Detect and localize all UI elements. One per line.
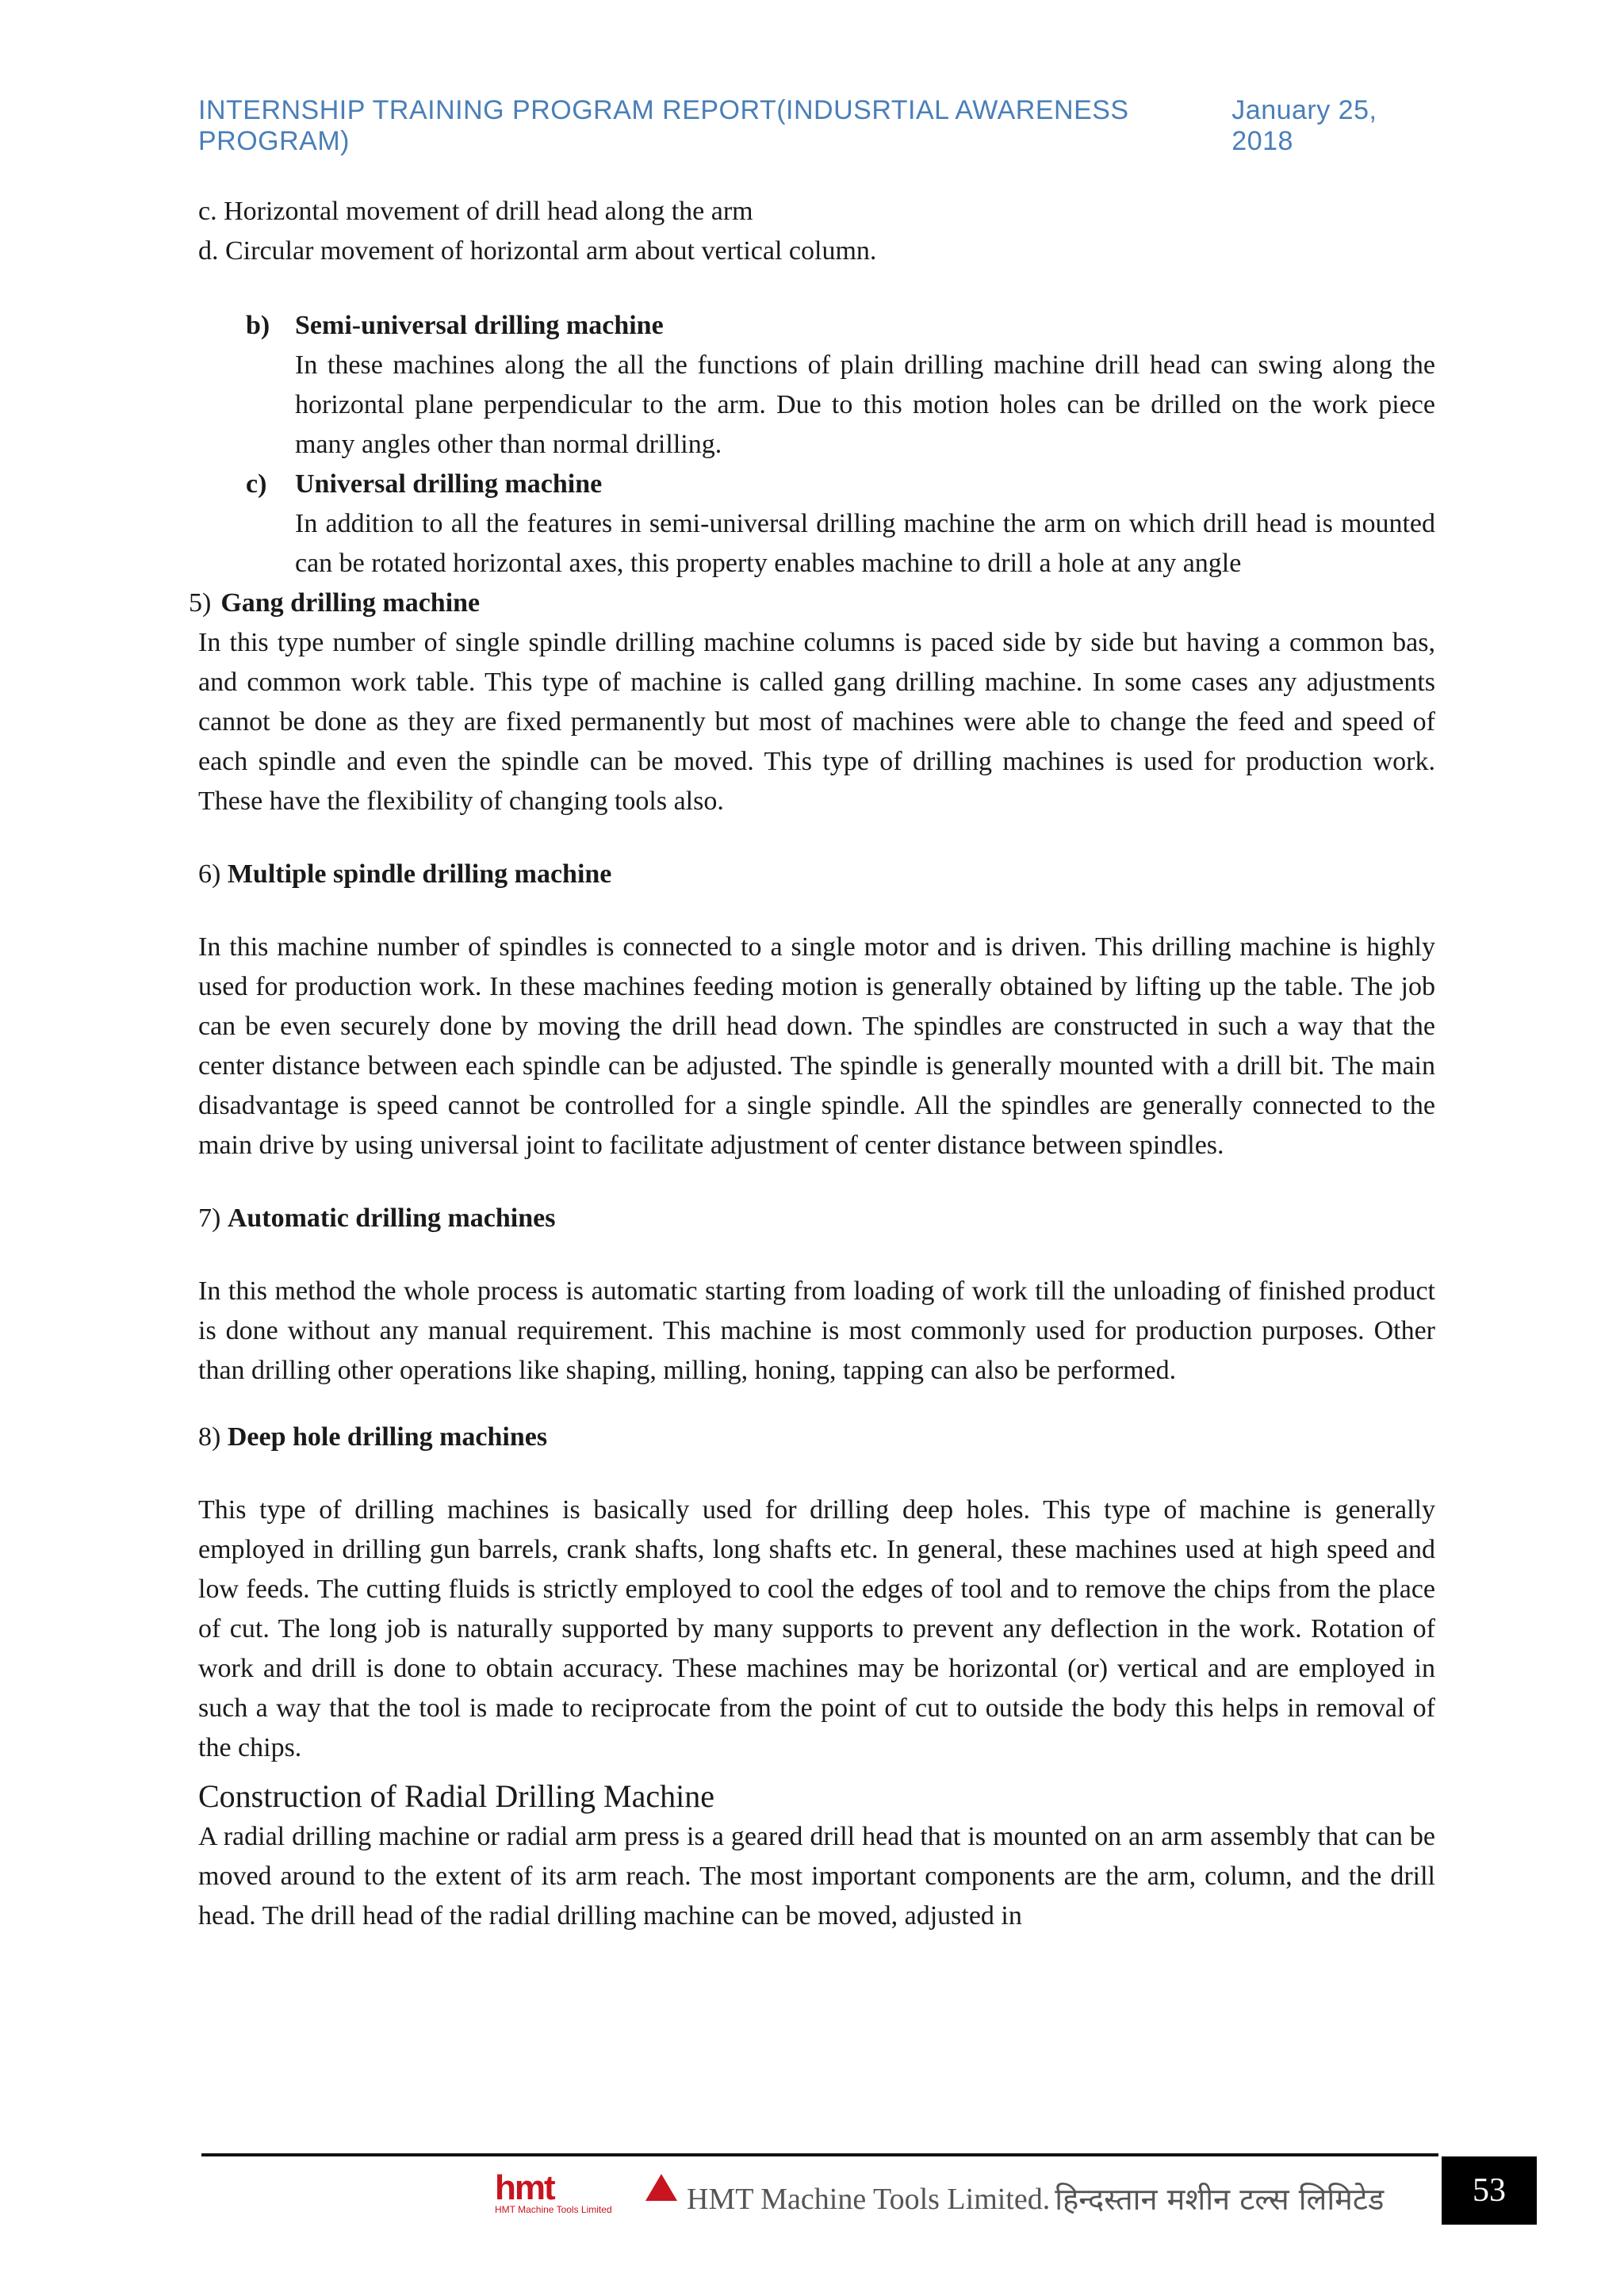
automatic-text: In this method the whole process is automatic starting from loading of work till the unloading of finished product is done without any manual requirement. This machine is most commonly used for production purposes. Other than drilling other operations like shaping, milling, honing, tapping can also be performed. — [198, 1276, 1435, 1385]
header-date: January 25, 2018 — [1231, 95, 1377, 156]
footer-rule — [201, 2153, 1438, 2156]
gang-text: In this type number of single spindle drilling machine columns is paced side by side but having a common bas, and common work table. This type of machine is called gang drilling machine. In some cases any adjustments cannot be done as they are fixed permanently but most of machines were able to change the feed and speed of each spindle and even the spindle can be moved. This type of drilling machines is used for production work. These have the flexibility of changing tools also. — [198, 628, 1435, 816]
page-header — [198, 95, 1435, 157]
gang-title: Gang drilling machine — [220, 588, 481, 618]
semi-universal-heading — [246, 306, 1435, 346]
construction-text: A radial drilling machine or radial arm press is a geared drill head that is mounted on an arm assembly that can be moved around to the extent of its arm reach. The most important components are the arm, column, and the drill head. The drill head of the radial drilling machine can be moved, adjusted in — [198, 1822, 1435, 1931]
automatic-title: Automatic drilling machines — [227, 1203, 556, 1233]
list-item-c: c. Horizontal movement of drill head along the arm — [198, 197, 753, 226]
deep-hole-heading — [198, 1418, 1435, 1457]
multiple-title: Multiple spindle drilling machine — [227, 859, 612, 889]
universal-heading — [246, 465, 1435, 504]
multiple-heading — [198, 855, 1435, 894]
deep-hole-title: Deep hole drilling machines — [227, 1422, 548, 1452]
multiple-text: In this machine number of spindles is connected to a single motor and is driven. This drilling machine is highly used for production work. In these machines feeding motion is generally obtained by lifting up the table. The job can be even securely done by moving the drill head down. The spindles are constructed in such a way that the center distance between each spindle can be adjusted. The spindle is generally mounted with a drill bit. The main disadvantage is speed cannot be controlled for a single spindle. All the spindles are generally connected to the main drive by using universal joint to facilitate adjustment of center distance between spindles. — [198, 932, 1435, 1160]
page-number: 53 — [1442, 2156, 1537, 2225]
automatic-number: 7) — [198, 1203, 221, 1233]
automatic-heading — [198, 1199, 1435, 1238]
multiple-number: 6) — [198, 859, 221, 889]
semi-universal-text: In these machines along the all the functions of plain drilling machine drill head can swing along the horizontal plane perpendicular to the arm. Due to this motion holes can be drilled on the work piece many angles other than normal drilling. — [295, 350, 1435, 459]
semi-universal-marker: b) — [246, 311, 270, 340]
footer-company: HMT Machine Tools Limited. — [687, 2183, 1051, 2216]
semi-universal-title: Semi-universal drilling machine — [295, 311, 664, 340]
construction-heading: Construction of Radial Drilling Machine — [198, 1778, 714, 1814]
page-footer — [495, 2168, 1385, 2217]
footer-company-hindi: हिन्दस्तान मशीन टल्स लिमिटेड — [1055, 2182, 1385, 2217]
universal-marker: c) — [246, 469, 267, 499]
universal-text: In addition to all the features in semi-universal drilling machine the arm on which drill head is mounted can be rotated horizontal axes, this property enables machine to drill a hole at any angle — [295, 509, 1435, 578]
gang-heading — [189, 584, 1435, 623]
hmt-logo-icon: hmt HMT Machine Tools Limited — [495, 2172, 682, 2215]
list-item-d: d. Circular movement of horizontal arm about vertical column. — [198, 236, 877, 266]
gang-number: 5) — [189, 588, 212, 618]
deep-hole-text: This type of drilling machines is basically used for drilling deep holes. This type of machine is generally employed in drilling gun barrels, crank shafts, long shafts etc. In general, these machines used at high speed and low feeds. The cutting fluids is strictly employed to cool the edges of tool and to remove the chips from the place of cut. The long job is naturally supported by many supports to prevent any deflection in the work. Rotation of work and drill is done to obtain accuracy. These machines may be horizontal (or) vertical and are employed in such a way that the tool is made to reciprocate from the point of cut to outside the body this helps in removal of the chips. — [198, 1495, 1435, 1762]
header-title: INTERNSHIP TRAINING PROGRAM REPORT(INDUSRTIAL AWARENESS PROGRAM) — [198, 95, 1129, 156]
universal-title: Universal drilling machine — [295, 469, 603, 499]
document-body — [189, 192, 1435, 1936]
deep-hole-number: 8) — [198, 1422, 221, 1452]
